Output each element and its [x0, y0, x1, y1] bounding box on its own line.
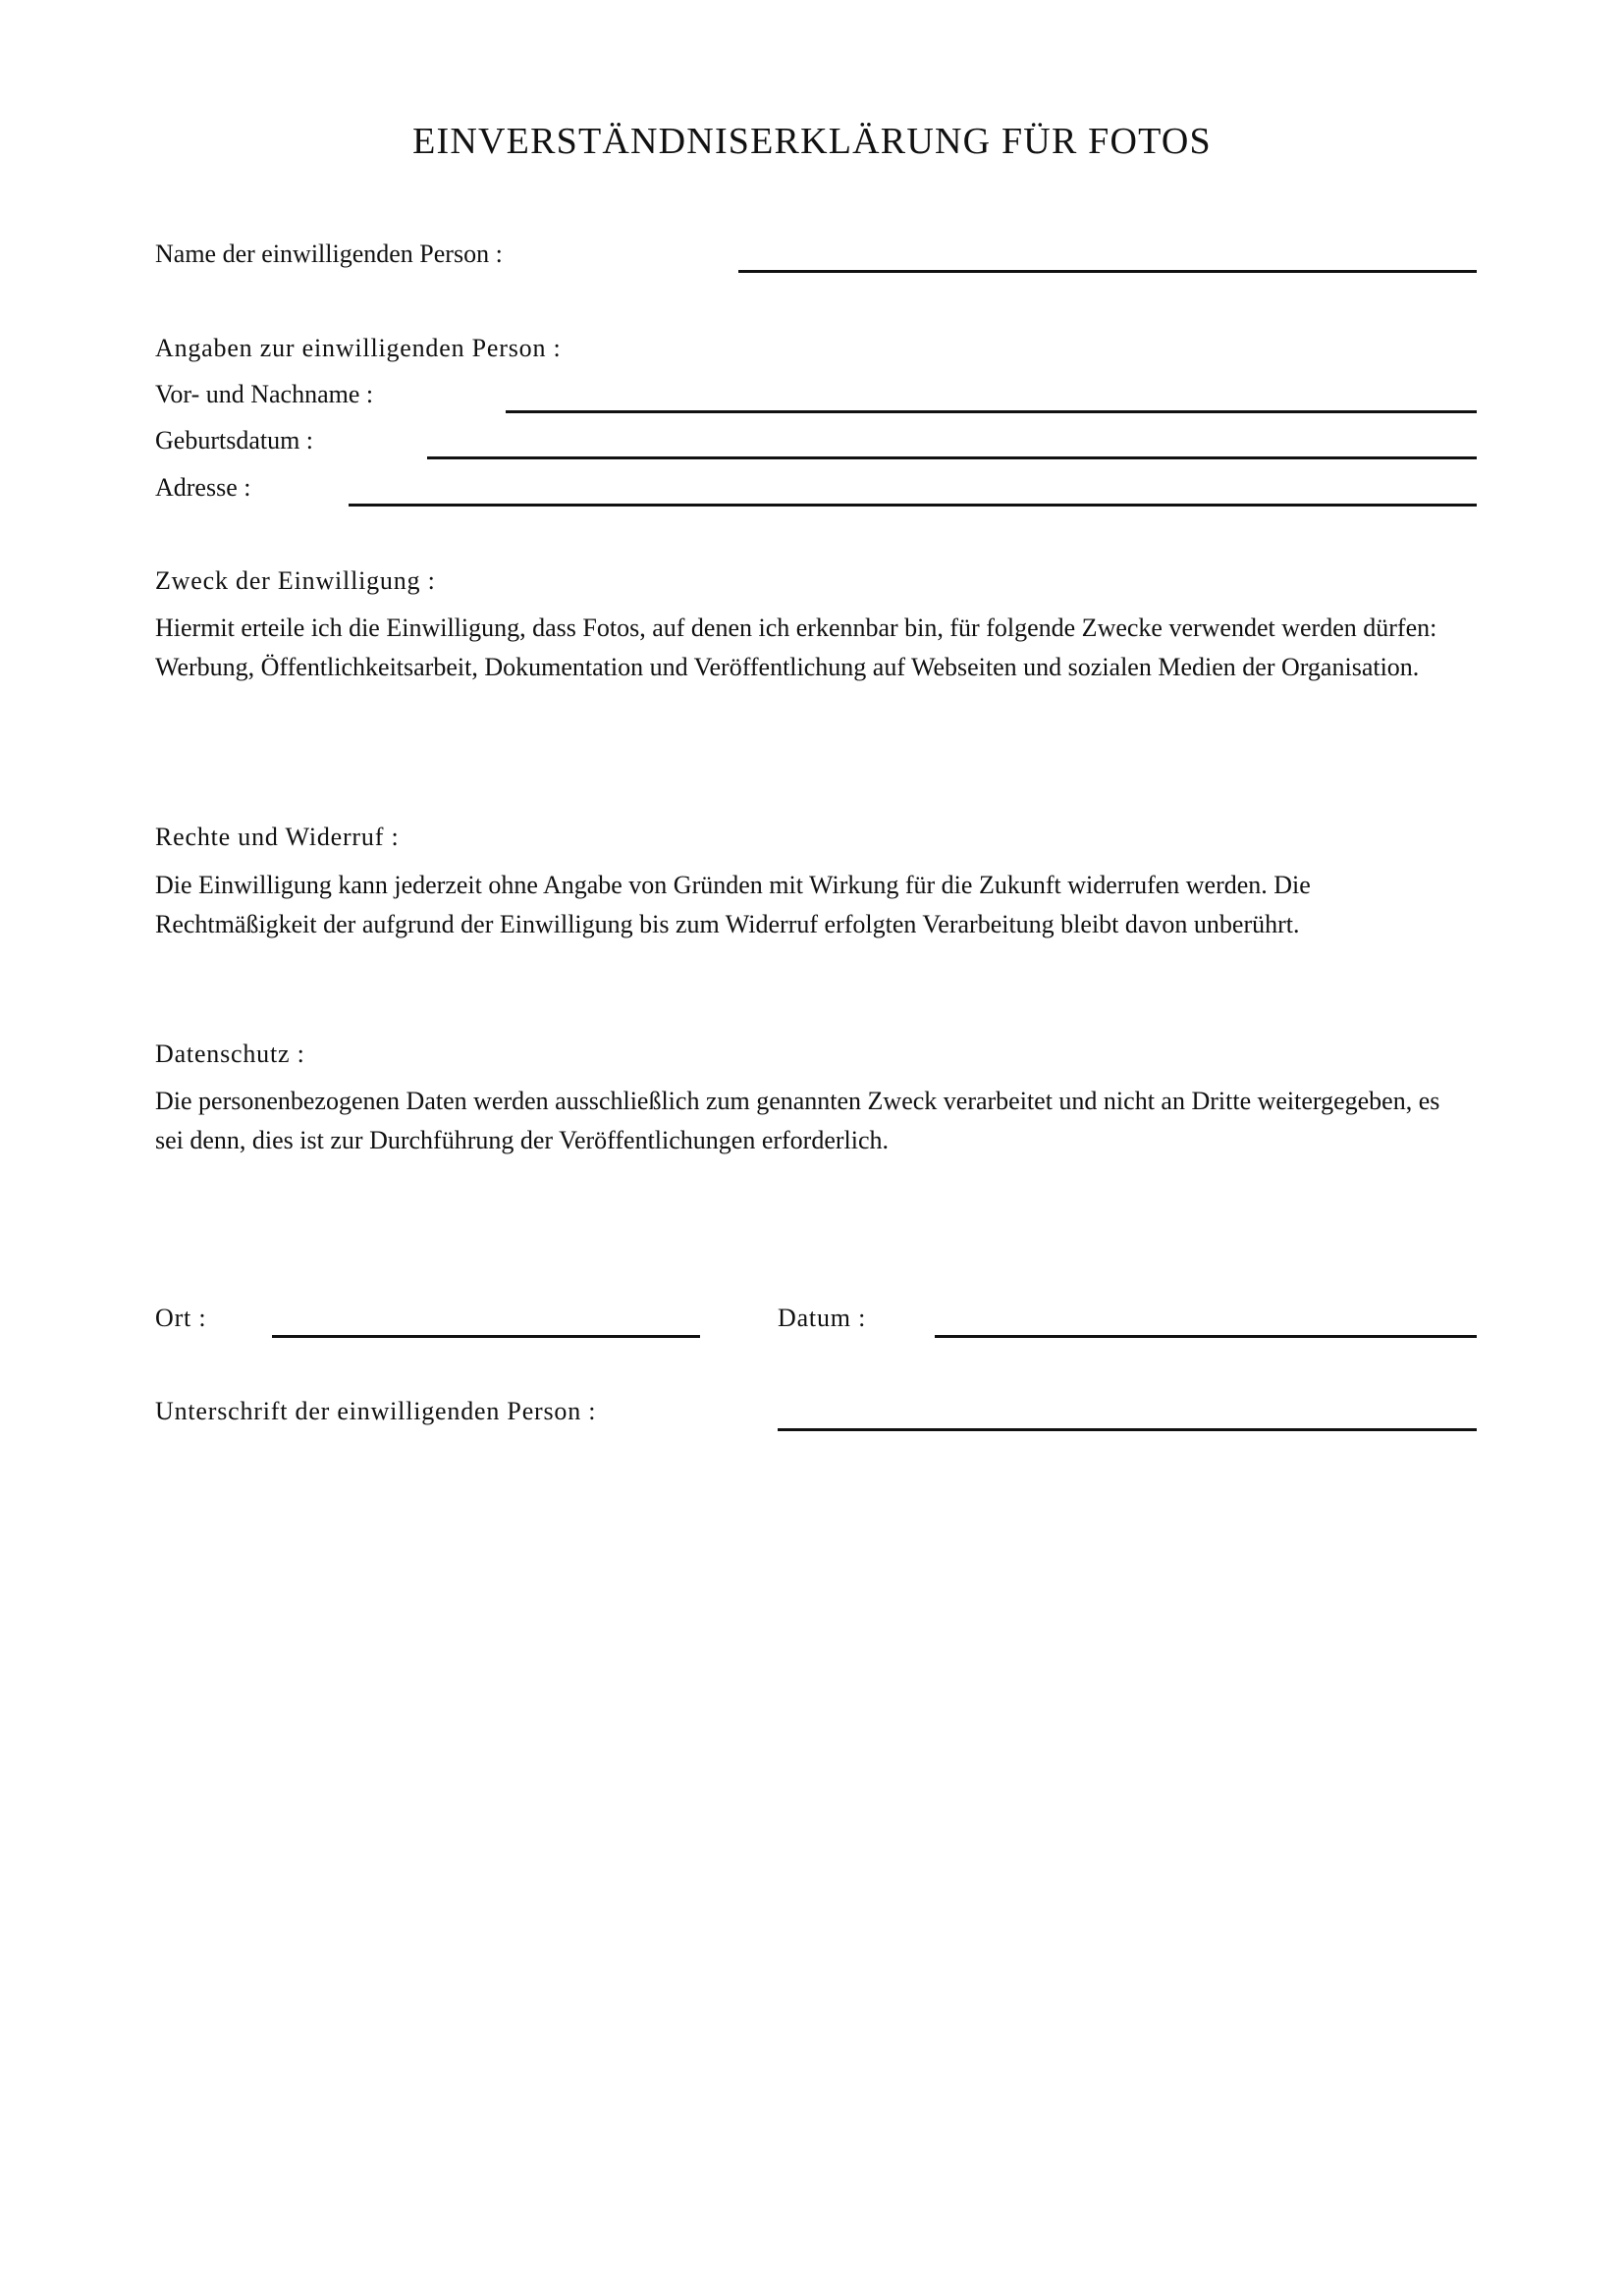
date-label: Datum : — [778, 1304, 867, 1332]
full-name-line[interactable] — [506, 410, 1477, 413]
address-line[interactable] — [349, 504, 1477, 507]
purpose-text: Hiermit erteile ich die Einwilligung, dass Fotos, auf denen ich erkennbar bin, für folgende Zwecke verwendet werden dürfen: Werbung, Öffentlichkeitsarbeit, Dokumentation und Veröffentlichung auf Webseiten und sozialen Medien der Organisation. — [155, 614, 1437, 681]
birthdate-label: Geburtsdatum : — [155, 426, 314, 454]
signature-label: Unterschrift der einwilligenden Person : — [155, 1397, 597, 1425]
full-name-label: Vor- und Nachname : — [155, 380, 374, 408]
consenting-name-label: Name der einwilligenden Person : — [155, 240, 503, 268]
privacy-heading: Datenschutz : — [155, 1040, 305, 1068]
rights-text: Die Einwilligung kann jederzeit ohne Angabe von Gründen mit Wirkung für die Zukunft widerrufen werden. Die Rechtmäßigkeit der aufgrund der Einwilligung bis zum Widerruf erfolgten Verarbeitung bleibt davon unberührt. — [155, 871, 1311, 938]
privacy-text: Die personenbezogenen Daten werden ausschließlich zum genannten Zweck verarbeitet und nicht an Dritte weitergegeben, es sei denn, dies ist zur Durchführung der Veröffentlichungen erforderlich. — [155, 1087, 1440, 1154]
rights-heading: Rechte und Widerruf : — [155, 823, 400, 851]
date-line[interactable] — [935, 1335, 1477, 1338]
consenting-name-line[interactable] — [738, 270, 1477, 273]
place-line[interactable] — [272, 1335, 700, 1338]
birthdate-line[interactable] — [427, 456, 1477, 459]
place-label: Ort : — [155, 1304, 207, 1332]
person-details-heading: Angaben zur einwilligenden Person : — [155, 334, 562, 362]
signature-line[interactable] — [778, 1428, 1477, 1431]
address-label: Adresse : — [155, 473, 251, 502]
purpose-heading: Zweck der Einwilligung : — [155, 566, 436, 595]
document-title: EINVERSTÄNDNISERKLÄRUNG FÜR FOTOS — [412, 121, 1212, 162]
